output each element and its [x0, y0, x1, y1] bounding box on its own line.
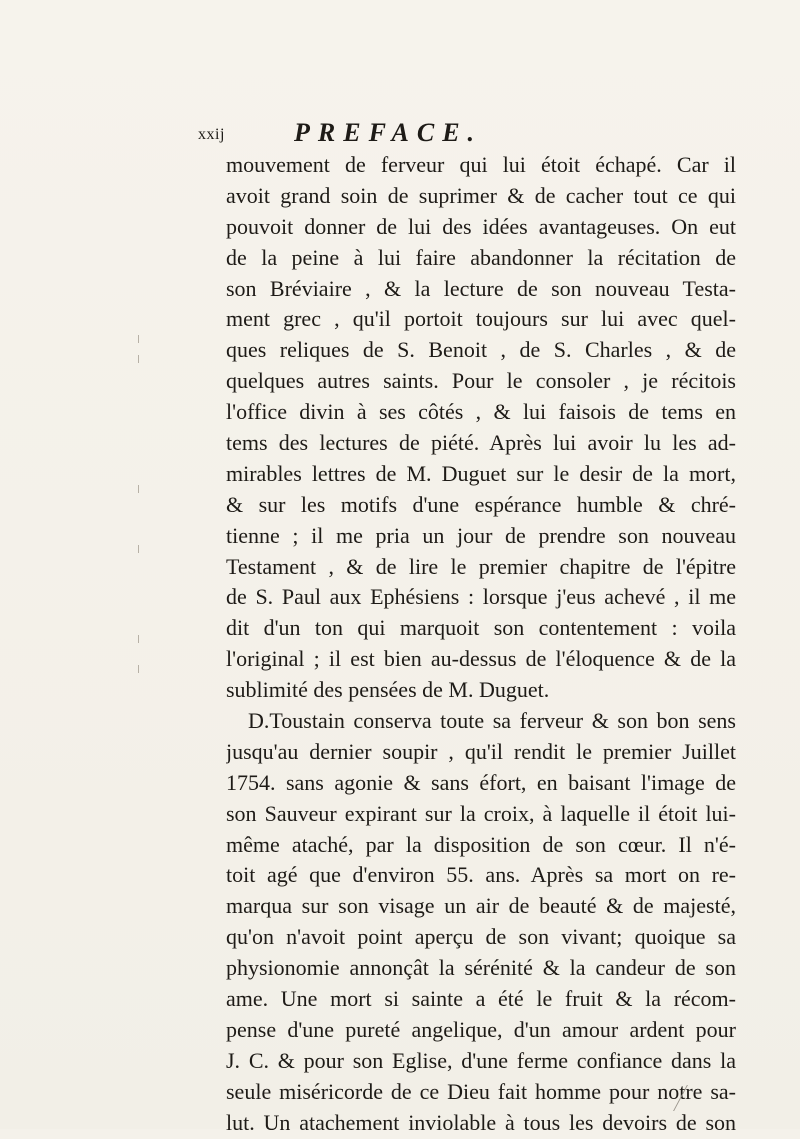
text-line: & sur les motifs d'une espérance humble & chré-	[226, 491, 736, 517]
page-number: xxij	[198, 126, 225, 143]
text-line: seule miséricorde de ce Dieu fait homme pour notre sa-	[226, 1078, 736, 1104]
text-line: même ataché, par la disposition de son cœur. Il n'é-	[226, 831, 736, 857]
text-line: son Bréviaire , & la lecture de son nouveau Testa-	[226, 275, 736, 301]
text-line: pense d'une pureté angelique, d'un amour ardent pour	[226, 1016, 736, 1042]
text-line: mirables lettres de M. Duguet sur le desir de la mort,	[226, 460, 736, 486]
text-line: ques reliques de S. Benoit , de S. Charles , & de	[226, 337, 736, 363]
text-line: J. C. & pour son Eglise, d'une ferme confiance dans la	[226, 1047, 736, 1073]
margin-marks	[138, 335, 148, 715]
text-line: avoit grand soin de suprimer & de cacher tout ce qui	[226, 182, 736, 208]
text-line: son Sauveur expirant sur la croix, à laquelle il étoit lui-	[226, 800, 736, 826]
text-line: tienne ; il me pria un jour de prendre son nouveau	[226, 522, 736, 548]
text-line: ment grec , qu'il portoit toujours sur lui avec quel-	[226, 306, 736, 332]
text-line: qu'on n'avoit point aperçu de son vivant; quoique sa	[226, 924, 736, 950]
text-line: marqua sur son visage un air de beauté & de majesté,	[226, 893, 736, 919]
text-line: de la peine à lui faire abandonner la récitation de	[226, 244, 736, 270]
text-line: lut. Un atachement inviolable à tous les devoirs de son	[226, 1109, 736, 1135]
running-title: PREFACE.	[294, 118, 483, 147]
text-line: de S. Paul aux Ephésiens : lorsque j'eus achevé , il me	[226, 584, 736, 610]
page-header	[198, 118, 718, 148]
text-line: jusqu'au dernier soupir , qu'il rendit le premier Juillet	[226, 738, 736, 764]
body-text	[226, 150, 736, 1139]
text-line: D.Toustain conserva toute sa ferveur & son bon sens	[248, 708, 736, 734]
text-line: l'office divin à ses côtés , & lui faisois de tems en	[226, 399, 736, 425]
text-line: pouvoit donner de lui des idées avantageuses. On eut	[226, 213, 736, 239]
text-line: l'original ; il est bien au-dessus de l'éloquence & de la	[226, 646, 736, 672]
text-line: sublimité des pensées de M. Duguet.	[226, 677, 550, 703]
text-line: Testament , & de lire le premier chapitre de l'épitre	[226, 553, 736, 579]
text-line: physionomie annonçât la sérénité & la candeur de son	[226, 955, 736, 981]
text-line: 1754. sans agonie & sans éfort, en baisant l'image de	[226, 769, 736, 795]
text-line: toit agé que d'environ 55. ans. Après sa mort on re-	[226, 862, 736, 888]
text-line: ame. Une mort si sainte a été le fruit & la récom-	[226, 986, 736, 1012]
text-line: dit d'un ton qui marquoit son contentement : voila	[226, 615, 736, 641]
text-line: mouvement de ferveur qui lui étoit échapé. Car il	[226, 152, 736, 177]
text-line: tems des lectures de piété. Après lui avoir lu les ad-	[226, 430, 736, 456]
text-line: quelques autres saints. Pour le consoler , je récitois	[226, 368, 736, 394]
